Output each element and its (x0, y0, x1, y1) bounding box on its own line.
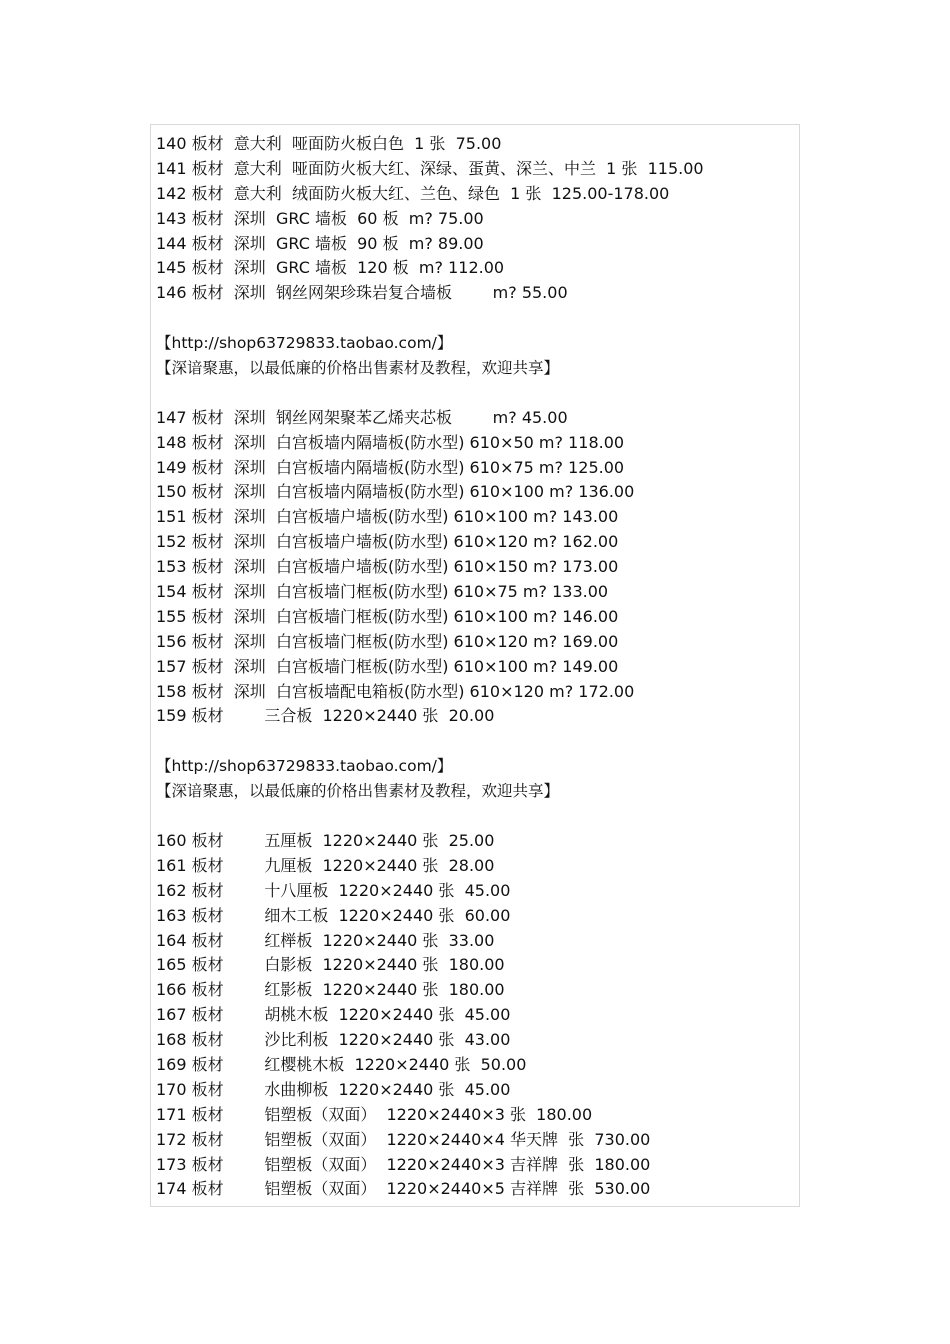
price-line: 157 板材 深圳 白宫板墙门框板(防水型) 610×100 m? 149.00 (156, 656, 619, 676)
price-line: 149 板材 深圳 白宫板墙内隔墙板(防水型) 610×75 m? 125.00 (156, 457, 625, 477)
price-line: 155 板材 深圳 白宫板墙门框板(防水型) 610×100 m? 146.00 (156, 606, 619, 626)
price-line: 163 板材 细木工板 1220×2440 张 60.00 (156, 905, 511, 925)
price-line: 142 板材 意大利 绒面防火板大红、兰色、绿色 1 张 125.00-178.00 (156, 183, 670, 203)
price-line: 146 板材 深圳 钢丝网架珍珠岩复合墙板 m? 55.00 (156, 283, 568, 303)
price-line: 153 板材 深圳 白宫板墙户墙板(防水型) 610×150 m? 173.00 (156, 557, 619, 577)
price-line: 143 板材 深圳 GRC 墙板 60 板 m? 75.00 (156, 208, 484, 228)
promo-line: 【深谙聚惠，以最低廉的价格出售素材及教程，欢迎共享】 (156, 782, 560, 801)
blank-line (156, 381, 796, 406)
price-line: 172 板材 铝塑板（双面） 1220×2440×4 华天牌 张 730.00 (156, 1129, 651, 1149)
price-line: 169 板材 红樱桃木板 1220×2440 张 50.00 (156, 1054, 527, 1074)
price-line: 164 板材 红榉板 1220×2440 张 33.00 (156, 930, 495, 950)
price-line: 150 板材 深圳 白宫板墙内隔墙板(防水型) 610×100 m? 136.00 (156, 482, 635, 502)
price-line: 152 板材 深圳 白宫板墙户墙板(防水型) 610×120 m? 162.00 (156, 532, 619, 552)
price-line: 160 板材 五厘板 1220×2440 张 25.00 (156, 830, 495, 850)
price-line: 151 板材 深圳 白宫板墙户墙板(防水型) 610×100 m? 143.00 (156, 507, 619, 527)
blank-line (156, 729, 796, 754)
shop-url-line: 【http://shop63729833.taobao.com/】 (156, 757, 453, 776)
price-line: 141 板材 意大利 哑面防火板大红、深绿、蛋黄、深兰、中兰 1 张 115.00 (156, 158, 704, 178)
price-line: 168 板材 沙比利板 1220×2440 张 43.00 (156, 1030, 511, 1050)
price-line: 162 板材 十八厘板 1220×2440 张 45.00 (156, 880, 511, 900)
price-line: 161 板材 九厘板 1220×2440 张 28.00 (156, 855, 495, 875)
price-line: 170 板材 水曲柳板 1220×2440 张 45.00 (156, 1079, 511, 1099)
price-line: 167 板材 胡桃木板 1220×2440 张 45.00 (156, 1005, 511, 1025)
price-line: 173 板材 铝塑板（双面） 1220×2440×3 吉祥牌 张 180.00 (156, 1154, 651, 1174)
promo-line: 【深谙聚惠，以最低廉的价格出售素材及教程，欢迎共享】 (156, 359, 560, 378)
blank-line (156, 306, 796, 331)
price-line: 148 板材 深圳 白宫板墙内隔墙板(防水型) 610×50 m? 118.00 (156, 432, 625, 452)
price-line: 156 板材 深圳 白宫板墙门框板(防水型) 610×120 m? 169.00 (156, 631, 619, 651)
price-line: 166 板材 红影板 1220×2440 张 180.00 (156, 980, 505, 1000)
blank-line (156, 804, 796, 829)
price-line: 171 板材 铝塑板（双面） 1220×2440×3 张 180.00 (156, 1104, 593, 1124)
price-line: 165 板材 白影板 1220×2440 张 180.00 (156, 955, 505, 975)
price-line: 140 板材 意大利 哑面防火板白色 1 张 75.00 (156, 134, 502, 153)
price-line: 174 板材 铝塑板（双面） 1220×2440×5 吉祥牌 张 530.00 (156, 1179, 651, 1199)
price-line: 159 板材 三合板 1220×2440 张 20.00 (156, 706, 495, 726)
price-line: 145 板材 深圳 GRC 墙板 120 板 m? 112.00 (156, 258, 505, 278)
shop-url-line: 【http://shop63729833.taobao.com/】 (156, 334, 453, 353)
document-body (156, 132, 796, 1202)
price-line: 158 板材 深圳 白宫板墙配电箱板(防水型) 610×120 m? 172.00 (156, 681, 635, 701)
price-line: 154 板材 深圳 白宫板墙门框板(防水型) 610×75 m? 133.00 (156, 582, 609, 602)
price-line: 147 板材 深圳 钢丝网架聚苯乙烯夹芯板 m? 45.00 (156, 407, 568, 427)
price-line: 144 板材 深圳 GRC 墙板 90 板 m? 89.00 (156, 233, 484, 253)
